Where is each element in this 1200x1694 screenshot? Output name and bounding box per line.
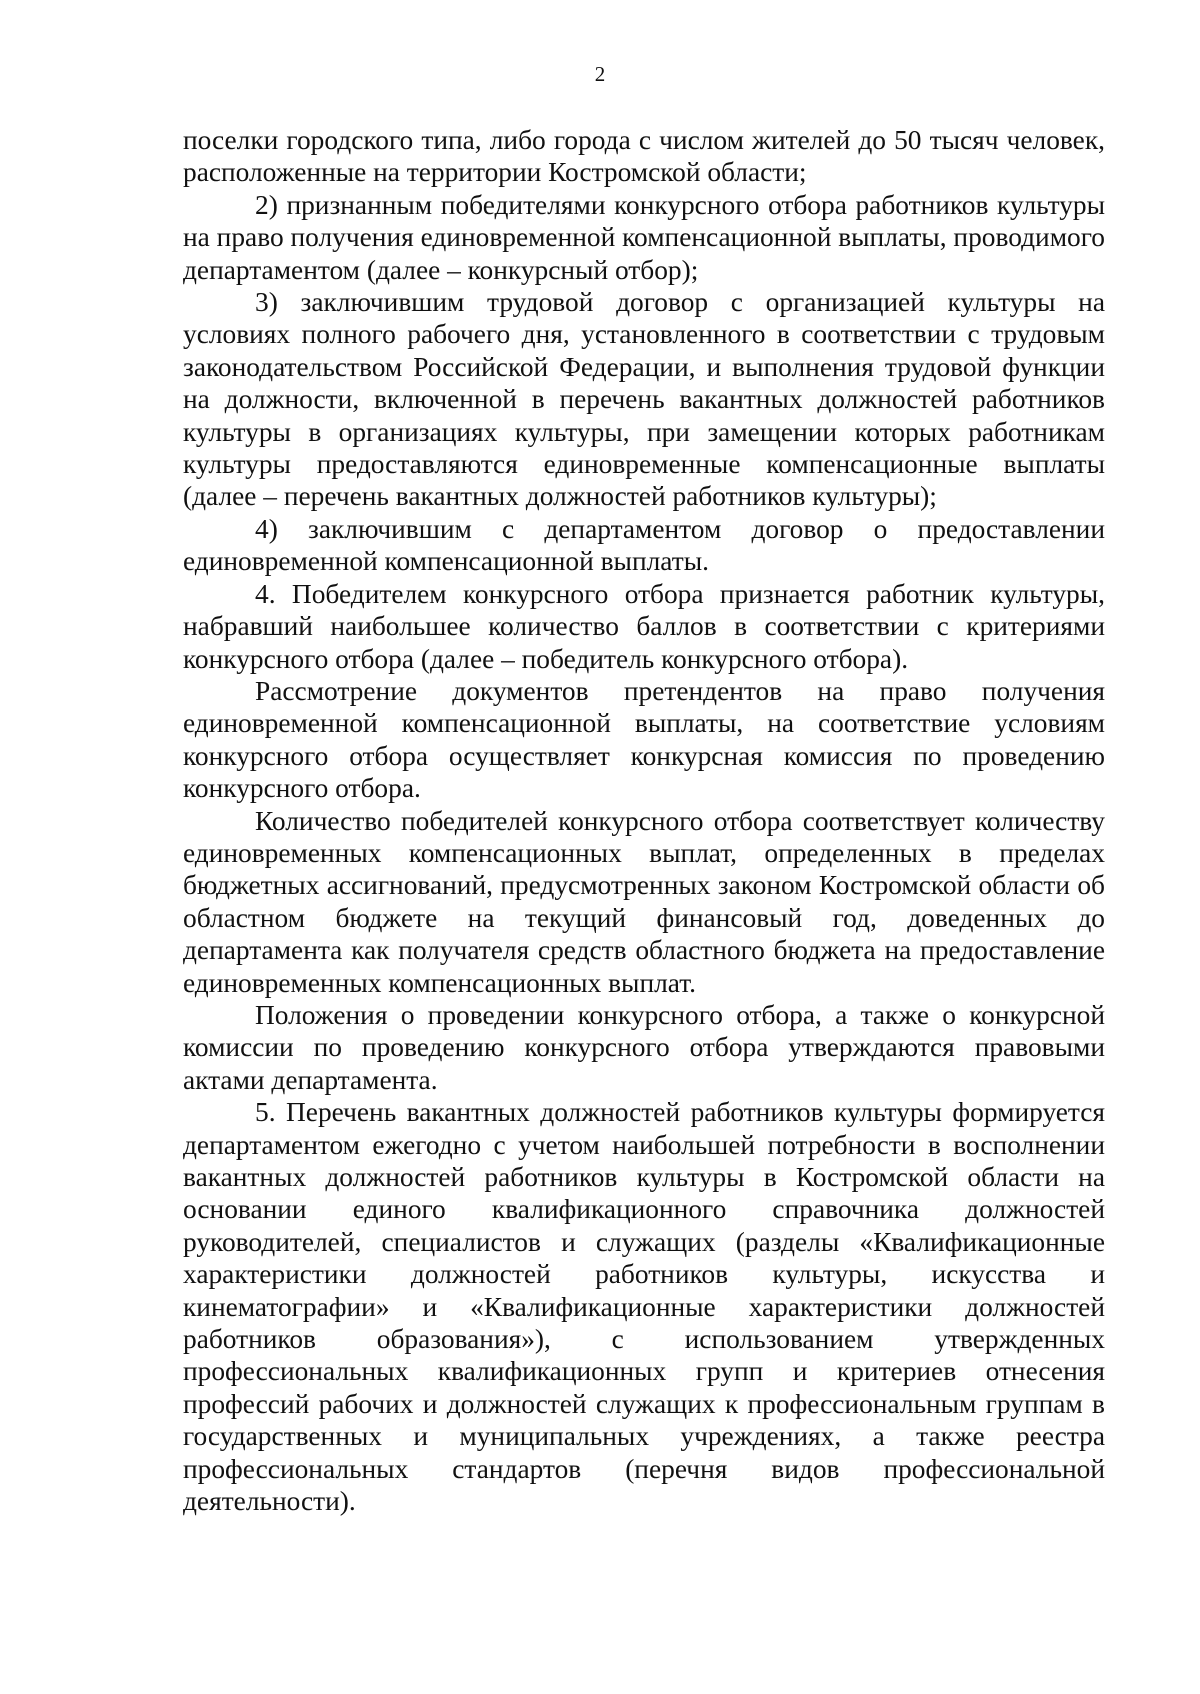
paragraph-regulations: Положения о проведении конкурсного отбора, а также о конкурсной комиссии по проведению конкурсного отбора утверждаются правовыми актами департамента. [183, 999, 1105, 1095]
paragraph-winners-count: Количество победителей конкурсного отбора соответствует количеству единовременных компенсационных выплат, определенных в пределах бюджетных ассигнований, предусмотренных законом Костромской области об областном бюджете на текущий финансовый год, доведенных до департамента как получателя средств областного бюджета на предоставление единовременных компенсационных выплат. [183, 805, 1105, 998]
paragraph-continuation: поселки городского типа, либо города с числом жителей до 50 тысяч человек, расположенные на территории Костромской области; [183, 125, 1105, 188]
paragraph-review-documents: Рассмотрение документов претендентов на право получения единовременной компенсационной выплаты, на соответствие условиям конкурсного отбора осуществляет конкурсная комиссия по проведению конкурсного отбора. [183, 675, 1105, 804]
page-number: 2 [594, 62, 606, 86]
paragraph-section-4: 4. Победителем конкурсного отбора признается работник культуры, набравший наибольшее количество баллов в соответствии с критериями конкурсного отбора (далее – победитель конкурсного отбора). [183, 578, 1105, 674]
paragraph-section-5: 5. Перечень вакантных должностей работников культуры формируется департаментом ежегодно с учетом наибольшей потребности в восполнении вакантных должностей работников культуры в Костромской области на основании единого квалификационного справочника должностей руководителей, специалистов и служащих (разделы «Квалификационные характеристики должностей работников культуры, искусства и кинематографии» и «Квалификационные характеристики должностей работников образования»), с использованием утвержденных профессиональных квалификационных групп и критериев отнесения профессий рабочих и должностей служащих к профессиональным группам в государственных и муниципальных учреждениях, а также реестра профессиональных стандартов (перечня видов профессиональной деятельности). [183, 1097, 1105, 1517]
paragraph-item-2: 2) признанным победителями конкурсного отбора работников культуры на право получения единовременной компенсационной выплаты, проводимого департаментом (далее – конкурсный отбор); [183, 189, 1105, 285]
paragraph-item-4: 4) заключившим с департаментом договор о предоставлении единовременной компенсационной выплаты. [183, 513, 1105, 577]
document-body [183, 124, 1105, 1517]
paragraph-item-3: 3) заключившим трудовой договор с организацией культуры на условиях полного рабочего дня, установленного в соответствии с трудовым законодательством Российской Федерации, и выполнения трудовой функции на должности, включенной в перечень вакантных должностей работников культуры в организациях культуры, при замещении которых работникам культуры предоставляются единовременные компенсационные выплаты (далее – перечень вакантных должностей работников культуры); [183, 287, 1105, 512]
